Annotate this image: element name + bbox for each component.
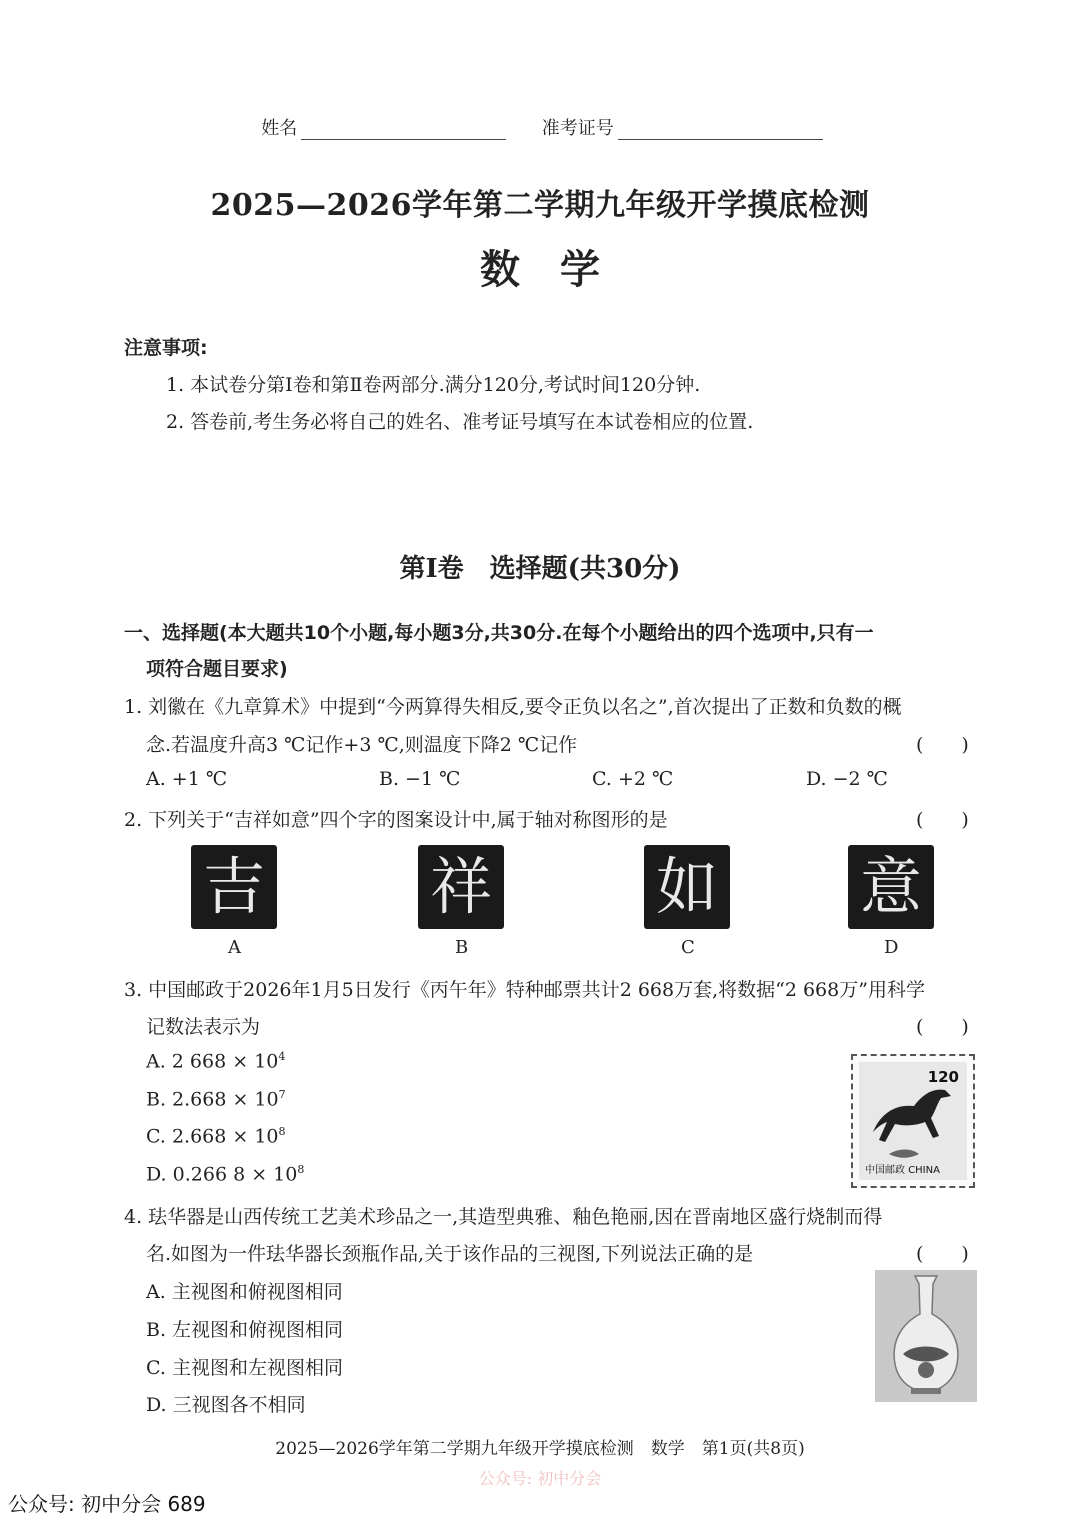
question-3-text: 3. 中国邮政于2026年1月5日发行《丙午年》特种邮票共计2 668万套,将数据“2 668万”用科学 [124,979,925,1001]
name-label: 姓名 [261,118,298,139]
question-1-option-c: C. +2 ℃ [592,768,674,790]
stamp-picture [859,1062,967,1180]
section-title: 第Ⅰ卷 选择题(共30分) [399,554,681,584]
stamp-value: 120 [927,1068,959,1086]
option-exponent: 8 [278,1125,286,1138]
option-base: B. 2.668 × 10 [146,1088,279,1111]
question-4-option-d: D. 三视图各不相同 [146,1394,306,1416]
vase-icon [875,1270,977,1402]
question-3-option-d [146,1163,304,1185]
char-design-image-a [191,845,277,929]
question-4-text: 名.如图为一件珐华器长颈瓶作品,关于该作品的三视图,下列说法正确的是 [146,1243,754,1265]
char-design-glyph: 如 [655,850,718,923]
char-design-glyph: 意 [859,850,922,923]
option-base: A. 2 668 × 10 [146,1050,279,1073]
char-label: D [884,937,899,958]
notice-title: 注意事项: [124,337,208,359]
watermark: 公众号: 初中分会 [478,1469,602,1488]
vase-image [875,1270,977,1402]
answer-bracket: ( ) [916,809,969,831]
char-label: A [228,937,241,958]
char-design-glyph: 祥 [429,850,492,923]
char-design-glyph: 吉 [202,850,265,923]
section-instruction: 项符合题目要求) [146,658,288,680]
question-4-option-c: C. 主视图和左视图相同 [146,1357,343,1379]
answer-bracket: ( ) [916,734,969,756]
question-1-text: 念.若温度升高3 ℃记作+3 ℃,则温度下降2 ℃记作 [146,734,578,756]
char-design-image-b [418,845,504,929]
header-fields [0,114,1080,140]
question-1-option-a: A. +1 ℃ [146,768,228,790]
char-design-image-d [848,845,934,929]
section-instruction: 一、选择题(本大题共10个小题,每小题3分,共30分.在每个小题给出的四个选项中,只有一 [124,622,874,644]
answer-bracket: ( ) [916,1243,969,1265]
name-blank-line [301,139,506,140]
notice-item: 1. 本试卷分第Ⅰ卷和第Ⅱ卷两部分.满分120分,考试时间120分钟. [166,374,701,396]
question-4-text: 4. 珐华器是山西传统工艺美术珍品之一,其造型典雅、釉色艳丽,因在晋南地区盛行烧制而得 [124,1206,883,1228]
question-4-option-b: B. 左视图和俯视图相同 [146,1319,344,1341]
question-4-option-a: A. 主视图和俯视图相同 [146,1281,343,1303]
wechat-caption: 公众号: 初中分会 689 [8,1492,206,1516]
char-label: C [681,937,695,958]
exam-id-label: 准考证号 [541,118,614,139]
stamp-text: 中国邮政 CHINA [865,1165,940,1176]
subject-title: 数学 [480,246,640,293]
answer-bracket: ( ) [916,1016,969,1038]
horse-stamp-image [851,1054,975,1188]
notice-item: 2. 答卷前,考生务必将自己的姓名、准考证号填写在本试卷相应的位置. [166,411,754,433]
option-exponent: 8 [297,1163,305,1176]
option-exponent: 7 [278,1088,286,1101]
question-1-option-b: B. −1 ℃ [379,768,461,790]
exam-id-blank-line [618,139,823,140]
question-1-text: 1. 刘徽在《九章算术》中提到“今两算得失相反,要令正负以名之”,首次提出了正数和负数的概 [124,696,902,718]
question-2-text: 2. 下列关于“吉祥如意”四个字的图案设计中,属于轴对称图形的是 [124,809,668,831]
option-exponent: 4 [278,1050,286,1063]
char-label: B [455,937,469,958]
question-1-option-d: D. −2 ℃ [806,768,888,790]
option-base: D. 0.266 8 × 10 [146,1163,298,1186]
page-footer: 2025—2026学年第二学期九年级开学摸底检测 数学 第1页(共8页) [275,1439,805,1459]
exam-title: 2025—2026学年第二学期九年级开学摸底检测 [210,188,870,223]
option-base: C. 2.668 × 10 [146,1125,279,1148]
question-3-option-c [146,1125,286,1147]
question-3-option-b [146,1088,286,1110]
char-design-image-c [644,845,730,929]
question-3-text: 记数法表示为 [146,1016,261,1038]
question-3-option-a [146,1050,285,1072]
